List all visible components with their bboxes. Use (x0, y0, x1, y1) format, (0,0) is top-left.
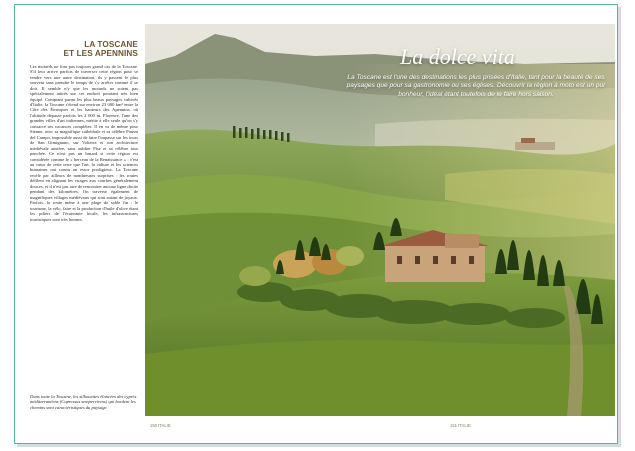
photo-caption: Dans toute la Toscane, les silhouettes élancées des cyprès méditerranéens (Cupressus sempervirens) qui bordent les chemins sont caractéristiques du paysage. (30, 394, 137, 410)
article-body: Les motards ne font pas toujours grand cas de la Toscane. S'il leur arrive parfois de traverser cette région pour se rendre vers une autre destination, ils y passent le plus souvent sans prendre le temps de s'y arrêter comme il se doit. Il semble n'y que les motards ne soient pas spécialement attirés sur cet endroit pourtant très bien équipé. Comptant parmi les plus beaux paysages cultivés d'Italie, la Toscane s'étend sur environ 23 000 km² entre la Côte des Étrusques et les hauteurs des Apennins, où l'altitude dépasse parfois les 2 000 m. Florence, l'une des grandes villes d'art italiennes, mérite à elle seule qu'on s'y consacre ses vacances complètes. Il en va de même pour Sienne, avec sa magnifique cathédrale et sa célèbre Piazza del Campo, impossible aussi de faire l'impasse sur les tours de San Gimignano, sur Volterra et son architecture médiévale austère, sans oublier Pise et sa célèbre tour penchée. Ce n'est pas un hasard si cette région est considérée comme le « berceau de la Renaissance » : c'est au cœur de cette terre que l'art, la culture et les sciences humaines ont connu un essor prodigieux. La Toscane recèle par ailleurs de nombreuses surprises : les routes défilent en alignant les virages aux courbes généralement douces, et il n'est pas rare de rencontrer aucune ligne droite pendant des kilomètres. On traverse également de magnifiques villages médiévaux qui sont autant de joyaux. Parfois, la route mène à une plage de sable fin : le tourisme, la vélo, faire et la production d'huile d'olive étant les piliers de l'économie locale, les infrastructures touristiques sont très bonnes. (30, 63, 138, 222)
headline-line-2: ET LES APENNINS (63, 49, 138, 59)
article-headline (30, 40, 138, 59)
folio-left-text: 150 ITALIE (150, 423, 171, 428)
feature-intro: La Toscane est l'une des destinations les plus prisées d'Italie, tant pour la beauté de ses paysages que pour sa gastronomie ou ses églises. Découvrir la région à moto est un pur bonheur, l'idéal étant toutefois de le faire hors saison. (346, 74, 606, 98)
left-text-column (30, 40, 138, 222)
folio-right (450, 423, 471, 428)
folio-right-text: 151 ITALIE (450, 423, 471, 428)
headline-line-1: LA TOSCANE (84, 40, 138, 49)
feature-title: La dolce vita (400, 44, 515, 69)
folio-left (150, 423, 171, 428)
